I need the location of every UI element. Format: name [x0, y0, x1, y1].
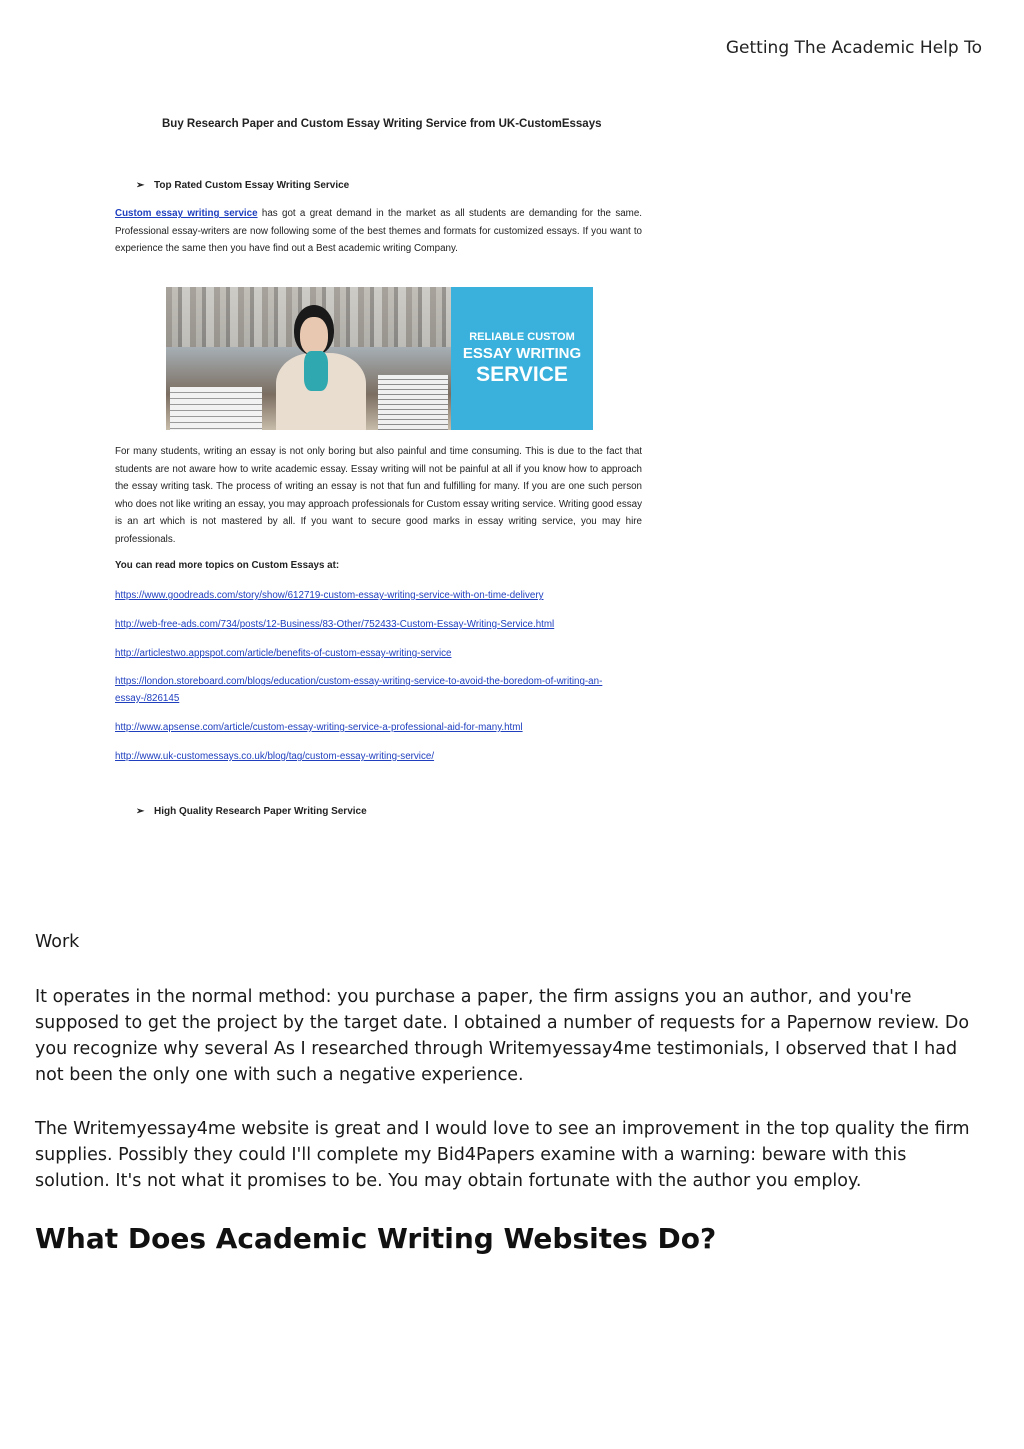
resource-link[interactable]: http://www.uk-customessays.co.uk/blog/tag/custom-essay-writing-service/ [115, 751, 435, 762]
banner-text-panel [451, 287, 593, 430]
banner-line-3: SERVICE [476, 362, 568, 386]
embedded-heading: Buy Research Paper and Custom Essay Writing Service from UK-CustomEssays [162, 118, 602, 130]
banner-line-1: RELIABLE CUSTOM [469, 330, 575, 343]
links-label: You can read more topics on Custom Essays at: [115, 560, 340, 571]
banner-line-2: ESSAY WRITING [462, 344, 582, 362]
embedded-document-image [96, 100, 666, 840]
resource-link[interactable]: http://articlestwo.appspot.com/article/benefits-of-custom-essay-writing-service [115, 648, 452, 659]
resource-link[interactable]: https://www.goodreads.com/story/show/612719-custom-essay-writing-service-with-on-time-delivery [115, 590, 544, 601]
bullet-top-rated [136, 180, 349, 191]
page-header-title: Getting The Academic Help To [725, 38, 982, 58]
bullet-high-quality [136, 806, 367, 817]
body-paragraph-work: Work [35, 932, 80, 952]
bullet-top-rated-label: Top Rated Custom Essay Writing Service [154, 180, 350, 191]
embedded-paragraph-1-text: has got a great demand in the market as all students are demanding for the same. Professional essay-writers are now following some of the best themes and formats for customized essays. If you want to experience the same then you have find out a Best academic writing Company. [115, 208, 642, 255]
embedded-paragraph-2: For many students, writing an essay is not only boring but also painful and time consuming. This is due to the fact that students are not aware how to write academic essay. Essay writing will not be painful at all if you know how to approach the essay writing task. The process of writing an essay is not that fun and fulfilling for many. If you are one such person who does not like writing an essay, you may approach professionals for Custom essay writing service. Writing good essay is an art which is not mastered by all. If you want to secure good marks in essay writing service, you may hire professionals. [115, 446, 642, 545]
essay-service-banner [166, 287, 593, 430]
resource-link[interactable]: http://web-free-ads.com/734/posts/12-Business/83-Other/752433-Custom-Essay-Writing-Service.html [115, 619, 555, 630]
arrow-bullet-icon: ➢ [136, 180, 145, 191]
body-paragraph-2: It operates in the normal method: you purchase a paper, the firm assigns you an author, and you're supposed to get the project by the target date. I obtained a number of requests for a Papernow review. Do you recognize why several As I researched through Writemyessay4me testimonials, I observed that I had not been the only one with such a negative experience. [35, 987, 970, 1085]
bullet-high-quality-label: High Quality Research Paper Writing Service [154, 806, 367, 817]
embedded-paragraph-1 [115, 205, 642, 258]
custom-essay-link[interactable]: Custom essay writing service [115, 208, 258, 219]
arrow-bullet-icon: ➢ [136, 806, 145, 817]
resource-link[interactable]: http://www.apsense.com/article/custom-essay-writing-service-a-professional-aid-for-many.html [115, 722, 523, 733]
body-paragraph-3: The Writemyessay4me website is great and I would love to see an improvement in the top quality the firm supplies. Possibly they could I'll complete my Bid4Papers examine with a warning: beware with this solution. It's not what it promises to be. You may obtain fortunate with the author you employ. [35, 1119, 970, 1191]
section-heading: What Does Academic Writing Websites Do? [35, 1222, 717, 1255]
student-photo [166, 287, 451, 430]
resource-link[interactable]: https://london.storeboard.com/blogs/education/custom-essay-writing-service-to-avoid-the-boredom-of-writing-an-essay-/826145 [115, 676, 603, 704]
